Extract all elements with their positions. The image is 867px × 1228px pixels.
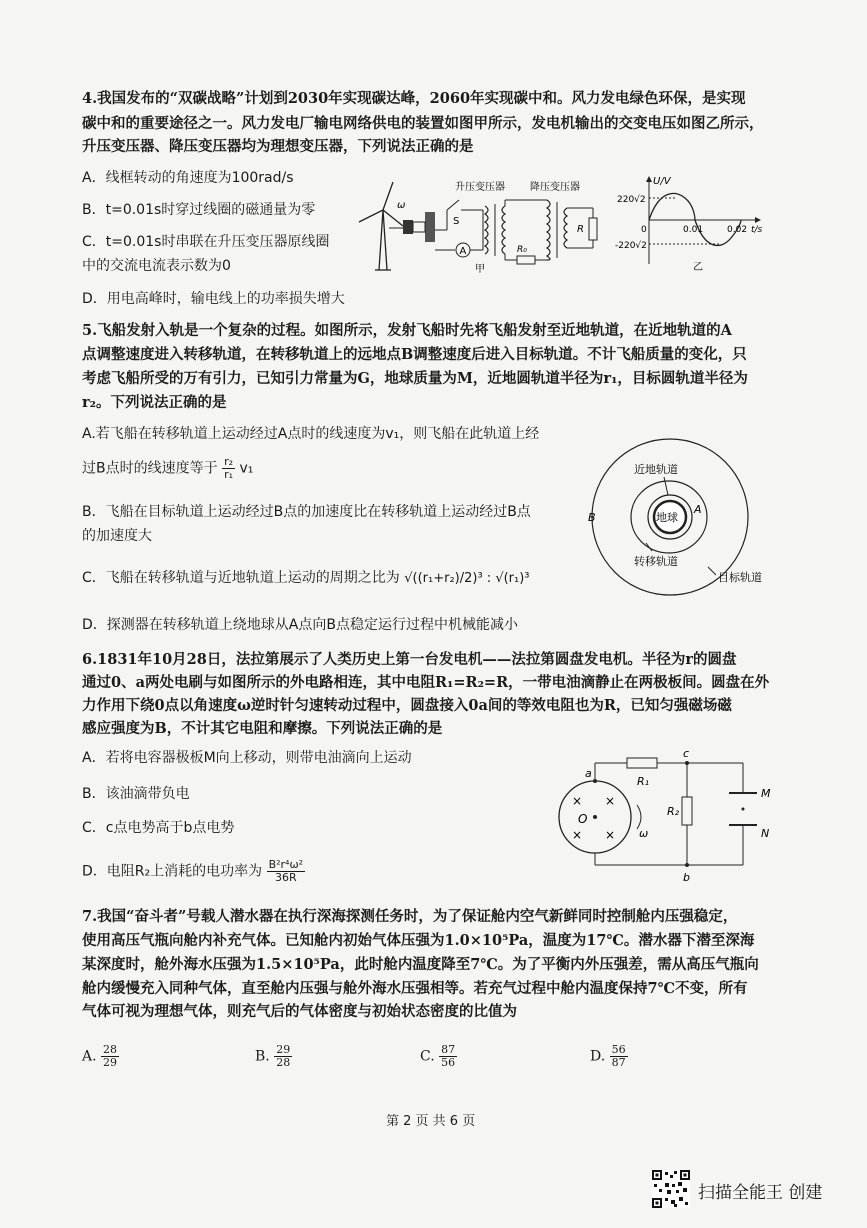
q7-option-d: D. $\frac{56}{87}$	[590, 1043, 626, 1069]
q4-fig-r0-label: R₀	[517, 245, 527, 255]
q7-stem-line5: 气体可视为理想气体，则充气后的气体密度与初始状态密度的比值为	[82, 1003, 517, 1020]
q5-option-d: D．探测器在转移轨道上绕地球从A点向B点稳定运行过程中机械能减小	[82, 617, 518, 633]
q4-figure-yi	[615, 172, 765, 272]
q6-fig-a: a	[585, 767, 592, 780]
resistor-r0	[517, 256, 535, 264]
field-x-3: ×	[572, 828, 583, 842]
q6-stem-line2: 通过0、a两处电刷与如图所示的外电路相连，其中电阻R₁=R₂=R，一带电油滴静止在两极板间。圆盘在外	[82, 674, 770, 691]
q7-stem-line1: 7.我国“奋斗者”号载人潜水器在执行深海探测任务时，为了保证舱内空气新鲜同时控制舱内压强稳定，	[82, 908, 738, 925]
q6-fig-n: N	[761, 827, 770, 840]
step-down-primary-coil	[547, 200, 550, 260]
q6-fig-r2: R₂	[667, 805, 680, 818]
q4-option-c-line1: C．t=0.01s时串联在升压变压器原线圈	[82, 234, 330, 250]
qr-code-icon	[652, 1170, 690, 1208]
step-down-secondary-coil	[564, 208, 567, 248]
generator-magnet-left	[403, 220, 413, 234]
generator-magnet-right	[425, 212, 435, 242]
q5-orbit-figure	[590, 455, 790, 590]
q6-option-a: A．若将电容器极板M向上移动，则带电油滴向上运动	[82, 750, 412, 766]
q4-fig-yi-x1: 0.01	[683, 225, 704, 235]
q6-fig-m: M	[761, 787, 771, 800]
q5-option-b-line2: 的加速度大	[82, 528, 152, 544]
step-up-secondary-coil	[502, 206, 505, 254]
q4-fig-yi-origin: 0	[641, 225, 647, 235]
q5-option-a-fraction: $\frac{\text{r₂}}{\text{r₁}}$	[224, 455, 233, 481]
q4-fig-omega: ω	[397, 200, 406, 211]
q4-stem-line2: 碳中和的重要途径之一。风力发电厂输电网络供电的装置如图甲所示，发电机输出的交变电压如图乙所示，	[82, 115, 764, 132]
q4-fig-yi-x2: 0.02	[727, 225, 748, 235]
q6-option-d-fraction: $\frac{\text{B²r⁴ω²}}{36R}$	[268, 858, 304, 884]
q5-stem-line3: 考虑飞船所受的万有引力，已知引力常量为G，地球质量为M，近地圆轨道半径为r₁，目标圆轨道半径为	[82, 370, 748, 387]
field-x-2: ×	[605, 794, 616, 808]
q4-fig-yi-xunit: t/s	[751, 225, 763, 235]
page-number: 第 2 页 共 6 页	[386, 1114, 476, 1129]
q6-fig-c: c	[683, 747, 690, 760]
q4-fig-yi-ybot: -220√2	[615, 241, 647, 251]
q5-fig-earth: 地球	[656, 511, 678, 524]
field-x-1: ×	[572, 794, 583, 808]
q5-fig-b: B	[588, 511, 596, 524]
q4-fig-step-up-label: 升压变压器	[455, 182, 505, 193]
resistor-r2	[682, 797, 692, 825]
generator-coil	[413, 222, 425, 232]
q4-fig-yi-ytop: 220√2	[617, 195, 646, 205]
q4-fig-yi-label: 乙	[693, 262, 703, 273]
q4-option-d: D．用电高峰时，输电线上的功率损失增大	[82, 291, 345, 307]
q5-fig-target: 目标轨道	[718, 571, 762, 584]
q5-fig-transfer: 转移轨道	[634, 555, 678, 568]
q7-option-b: B. $\frac{29}{28}$	[255, 1043, 291, 1069]
q5-option-c-text: C．飞船在转移轨道与近地轨道上运动的周期之比为	[82, 570, 400, 586]
q6-stem-line1: 6.1831年10月28日，法拉第展示了人类历史上第一台发电机——法拉第圆盘发电机。半径为r的圆盘	[82, 651, 737, 668]
q4-fig-step-down-label: 降压变压器	[530, 182, 580, 193]
field-x-4: ×	[605, 828, 616, 842]
q5-option-a-line2	[82, 456, 253, 481]
q5-fig-a: A	[694, 503, 702, 516]
q5-stem-line2: 点调整速度进入转移轨道，在转移轨道上的远地点B调整速度后进入目标轨道。不计飞船质量的变化，只	[82, 346, 747, 363]
q5-stem-line1: 5.飞船发射入轨是一个复杂的过程。如图所示，发射飞船时先将飞船发射至近地轨道，在近地轨道的A	[82, 322, 732, 339]
q7-stem-line2: 使用高压气瓶向舱内补充气体。已知舱内初始气体压强为1.0×10⁵Pa，温度为17℃。潜水器下潜至深海	[82, 932, 755, 949]
step-up-primary-coil	[485, 206, 488, 254]
q4-fig-yi-ylabel: U/V	[653, 176, 671, 187]
q7-option-a: A. $\frac{28}{29}$	[82, 1043, 118, 1069]
resistor-r1	[627, 758, 657, 768]
q5-option-a-v: v₁	[239, 460, 254, 477]
switch-s	[447, 200, 459, 210]
rotation-arrow	[637, 805, 641, 829]
q7-option-c: C. $\frac{87}{56}$	[420, 1043, 456, 1069]
q4-fig-r-label: R	[577, 224, 584, 235]
q5-option-a-line1: A.若飞船在转移轨道上运动经过A点时的线速度为v₁，则飞船在此轨道上经	[82, 426, 540, 442]
q6-option-d	[82, 859, 305, 884]
load-resistor-r	[589, 218, 597, 240]
q5-stem-line4: r₂。下列说法正确的是	[82, 394, 227, 411]
q4-option-c-line2: 中的交流电流表示数为0	[82, 258, 231, 274]
q5-option-c-expression: √((r₁+r₂)/2)³ : √(r₁)³	[404, 571, 530, 586]
sine-wave-curve	[649, 193, 741, 245]
q6-fig-omega: ω	[639, 827, 649, 840]
q7-stem-line4: 舱内缓慢充入同种气体，直至舱内压强与舱外海水压强相等。若充气过程中舱内温度保持7℃不变，所有	[82, 980, 748, 997]
q6-circuit-figure	[555, 745, 775, 885]
oil-drop	[742, 808, 745, 811]
q6-option-d-text: D．电阻R₂上消耗的电功率为	[82, 863, 263, 880]
q4-fig-jia-label: 甲	[475, 264, 485, 275]
wind-turbine-icon	[359, 182, 406, 270]
q6-stem-line4: 感应强度为B，不计其它电阻和摩擦。下列说法正确的是	[82, 720, 443, 737]
q7-stem-line3: 某深度时，舱外海水压强为1.5×10⁵Pa，此时舱内温度降至7℃。为了平衡内外压强差，需从高压气瓶向	[82, 956, 759, 973]
q6-fig-o: O	[578, 812, 588, 826]
q6-fig-r1: R₁	[637, 775, 650, 788]
scanner-watermark: 扫描全能王 创建	[698, 1183, 823, 1203]
q4-option-a: A．线框转动的角速度为100rad/s	[82, 170, 294, 186]
q4-stem-line3: 升压变压器、降压变压器均为理想变压器，下列说法正确的是	[82, 138, 474, 155]
q4-figure-jia	[355, 170, 615, 280]
q6-option-c: C．c点电势高于b点电势	[82, 820, 235, 836]
q5-option-b-line1: B．飞船在目标轨道上运动经过B点的加速度比在转移轨道上运动经过B点	[82, 504, 531, 520]
q6-stem-line3: 力作用下绕0点以角速度ω逆时针匀速转动过程中，圆盘接入0a间的等效电阻也为R，已知匀强磁场磁	[82, 697, 732, 714]
q4-option-b: B．t=0.01s时穿过线圈的磁通量为零	[82, 202, 316, 218]
q4-fig-switch-label: S	[453, 216, 460, 227]
q5-option-c	[82, 568, 530, 589]
q5-fig-near-orbit: 近地轨道	[634, 463, 678, 476]
q6-option-b: B．该油滴带负电	[82, 786, 190, 802]
q5-option-a-text: 过B点时的线速度等于	[82, 460, 218, 477]
disk-center	[593, 815, 597, 819]
q4-fig-ammeter-label: A	[459, 246, 467, 257]
q4-stem-line1: 4.我国发布的“双碳战略”计划到2030年实现碳达峰，2060年实现碳中和。风力发电绿色环保，是实现	[82, 90, 746, 107]
q6-fig-b: b	[683, 871, 690, 884]
